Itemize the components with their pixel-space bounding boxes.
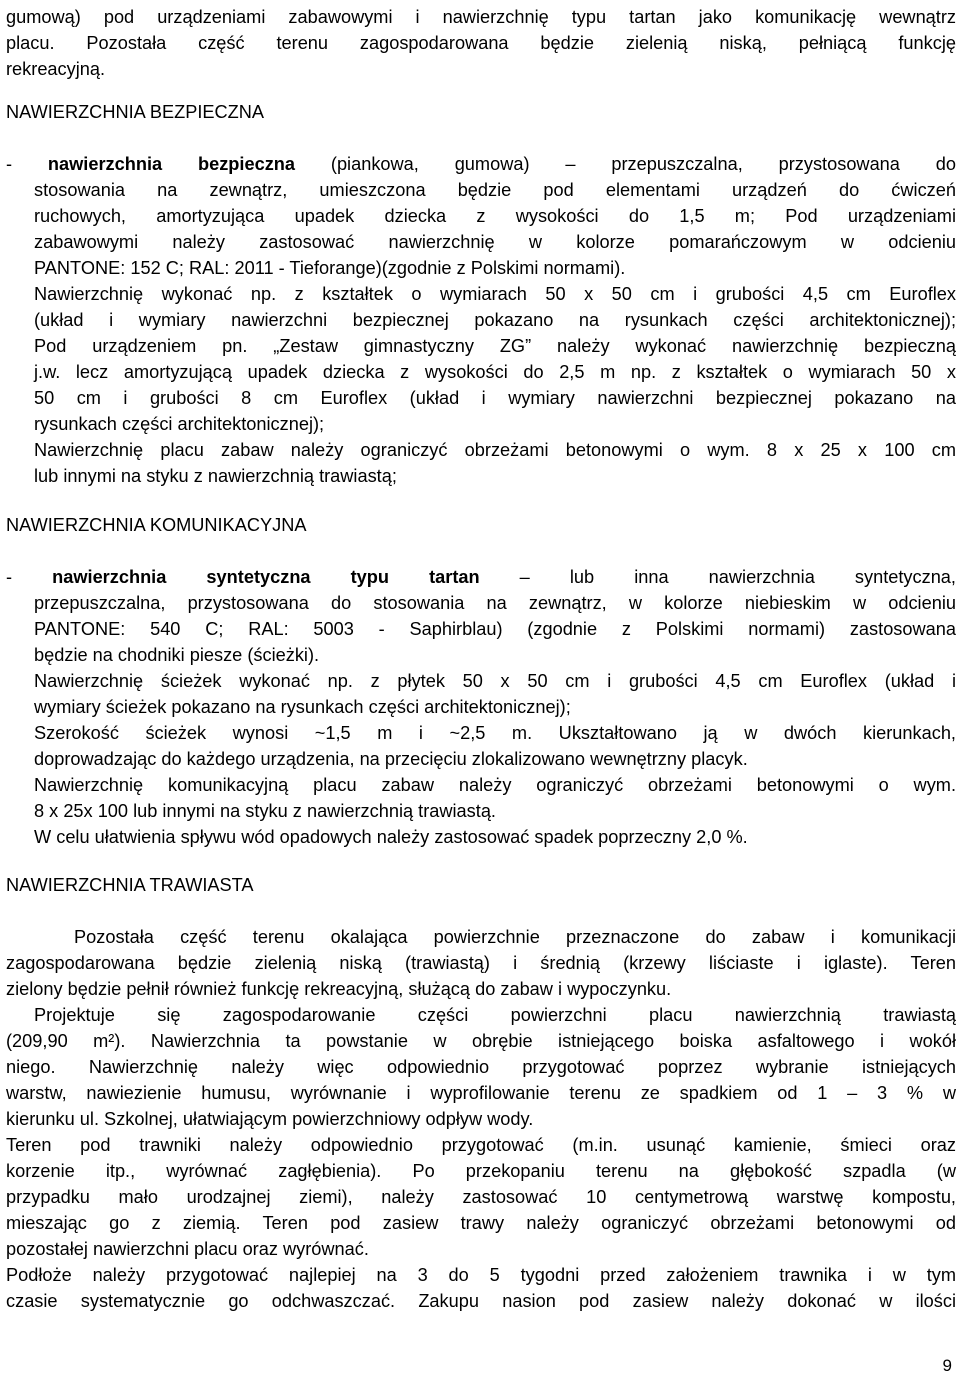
- bullet-dash: -: [6, 567, 53, 587]
- text-line: zabawowymi należy zastosować nawierzchnię w kolorze pomarańczowym w odcieniu: [34, 232, 956, 252]
- text-line: PANTONE: 540 C; RAL: 5003 - Saphirblau) (zgodnie z Polskimi normami) zastosowana: [34, 619, 956, 639]
- trawiasta-paragraph-2: [6, 1002, 956, 1132]
- text-line: PANTONE: 152 C; RAL: 2011 - Tieforange)(zgodnie z Polskimi normami).: [34, 258, 626, 278]
- text-line: Podłoże należy przygotować najlepiej na 3 do 5 tygodni przed założeniem trawnika i w tym: [6, 1265, 956, 1285]
- text-line: ruchowych, amortyzująca upadek dziecka z wysokości do 1,5 m; Pod urządzeniami: [34, 206, 956, 226]
- text-line: Nawierzchnię ścieżek wykonać np. z płytek 50 x 50 cm i grubości 4,5 cm Euroflex (układ i: [34, 671, 956, 691]
- text-line: mieszając go z ziemią. Teren pod zasiew trawy należy ograniczyć obrzeżami betonowymi od: [6, 1213, 956, 1233]
- section-heading-trawiasta: NAWIERZCHNIA TRAWIASTA: [6, 875, 254, 895]
- text-line: gumową) pod urządzeniami zabawowymi i nawierzchnię typu tartan jako komunikację wewnątrz: [6, 7, 956, 27]
- text-line: przepuszczalna, przystosowana do stosowania na zewnątrz, w kolorze niebieskim w odcieniu: [34, 593, 956, 613]
- section-heading-bezpieczna: NAWIERZCHNIA BEZPIECZNA: [6, 102, 265, 122]
- text-line: rekreacyjną.: [6, 59, 106, 79]
- text-line: Pod urządzeniem pn. „Zestaw gimnastyczny ZG” należy wykonać nawierzchnię bezpieczną: [34, 336, 956, 356]
- text-line: zagospodarowana będzie zielenią niską (trawiastą) i średnią (krzewy liściaste i iglaste). Teren: [6, 953, 956, 973]
- text-line: rysunkach części architektonicznej);: [34, 414, 325, 434]
- intro-paragraph: [6, 4, 956, 82]
- text-line: Nawierzchnię wykonać np. z kształtek o wymiarach 50 x 50 cm i grubości 4,5 cm Euroflex: [34, 284, 956, 304]
- bezpieczna-bullet-line: [6, 151, 956, 177]
- text-line: zielony będzie pełnił również funkcję rekreacyjną, służącą do zabaw i wypoczynku.: [6, 979, 672, 999]
- text-line: W celu ułatwienia spływu wód opadowych należy zastosować spadek poprzeczny 2,0 %.: [34, 827, 748, 847]
- text-line: doprowadzając do każdego urządzenia, na przecięciu zlokalizowano wewnętrzny placyk.: [34, 749, 748, 769]
- text-line: Szerokość ścieżek wynosi ~1,5 m i ~2,5 m. Ukształtowano ją w dwóch kierunkach,: [34, 723, 956, 743]
- bold-term: nawierzchnia syntetyczna typu tartan: [52, 567, 480, 587]
- text-line: niego. Nawierzchnię należy więc odpowiednio przygotować poprzez wybranie istniejących: [6, 1057, 956, 1077]
- text-line: Nawierzchnię placu zabaw należy ograniczyć obrzeżami betonowymi o wym. 8 x 25 x 100 cm: [34, 440, 956, 460]
- bold-term: nawierzchnia bezpieczna: [47, 154, 296, 174]
- komunikacyjna-body: [34, 590, 956, 850]
- text-line: (209,90 m²). Nawierzchnia ta powstanie w obrębie istniejącego boiska asfaltowego i wokół: [6, 1031, 956, 1051]
- text-line: stosowania na zewnątrz, umieszczona będzie pod elementami urządzeń do ćwiczeń: [34, 180, 956, 200]
- komunikacyjna-bullet-line: [6, 564, 956, 590]
- bullet-dash: -: [6, 154, 48, 174]
- text-line: Nawierzchnię komunikacyjną placu zabaw należy ograniczyć obrzeżami betonowymi o wym.: [34, 775, 956, 795]
- bullet-rest: – lub inna nawierzchnia syntetyczna,: [479, 567, 956, 587]
- bezpieczna-body: [34, 177, 956, 489]
- text-line: 8 x 25x 100 lub innymi na styku z nawierzchnią trawiastą.: [34, 801, 496, 821]
- text-line: Projektuje się zagospodarowanie części powierzchni placu nawierzchnią trawiastą: [34, 1005, 956, 1025]
- text-line: [6, 151, 956, 177]
- trawiasta-paragraph-4: [6, 1262, 956, 1314]
- text-line: korzenie itp., wyrównać zagłębienia). Po przekopaniu terenu na głębokość szpadla (w: [6, 1161, 956, 1181]
- text-line: j.w. lecz amortyzującą upadek dziecka z wysokości do 2,5 m np. z kształtek o wymiarach 50 x: [34, 362, 956, 382]
- text-line: przypadku mało urodzajnej ziemi), należy zastosować 10 centymetrową warstwę kompostu,: [6, 1187, 956, 1207]
- text-line: pozostałej nawierzchni placu oraz wyrównać.: [6, 1239, 369, 1259]
- trawiasta-paragraph-3: [6, 1132, 956, 1262]
- bullet-rest: (piankowa, gumowa) – przepuszczalna, przystosowana do: [295, 154, 956, 174]
- text-line: [6, 564, 956, 590]
- text-line: placu. Pozostała część terenu zagospodarowana będzie zielenią niską, pełniącą funkcję: [6, 33, 956, 53]
- text-line: Teren pod trawniki należy odpowiednio przygotować (m.in. usunąć kamienie, śmieci oraz: [6, 1135, 956, 1155]
- trawiasta-paragraph-1: [6, 924, 956, 1002]
- text-line: Pozostała część terenu okalająca powierzchnie przeznaczone do zabaw i komunikacji: [74, 927, 956, 947]
- section-heading-komunikacyjna: NAWIERZCHNIA KOMUNIKACYJNA: [6, 515, 307, 535]
- text-line: 50 cm i grubości 8 cm Euroflex (układ i wymiary nawierzchni bezpiecznej pokazano na: [34, 388, 956, 408]
- text-line: warstw, nawiezienie humusu, wyrównanie i wyprofilowanie terenu ze spadkiem od 1 – 3 % w: [6, 1083, 956, 1103]
- text-line: kierunku ul. Szkolnej, ułatwiającym powierzchniowy odpływ wody.: [6, 1109, 534, 1129]
- text-line: wymiary ścieżek pokazano na rysunkach części architektonicznej);: [34, 697, 571, 717]
- text-line: (układ i wymiary nawierzchni bezpiecznej pokazano na rysunkach części architektonicznej);: [34, 310, 956, 330]
- text-line: będzie na chodniki piesze (ścieżki).: [34, 645, 320, 665]
- text-line: czasie systematycznie go odchwaszczać. Zakupu nasion pod zasiew należy dokonać w ilości: [6, 1291, 956, 1311]
- page-number: 9: [942, 1356, 952, 1375]
- text-line: lub innymi na styku z nawierzchnią trawiastą;: [34, 466, 397, 486]
